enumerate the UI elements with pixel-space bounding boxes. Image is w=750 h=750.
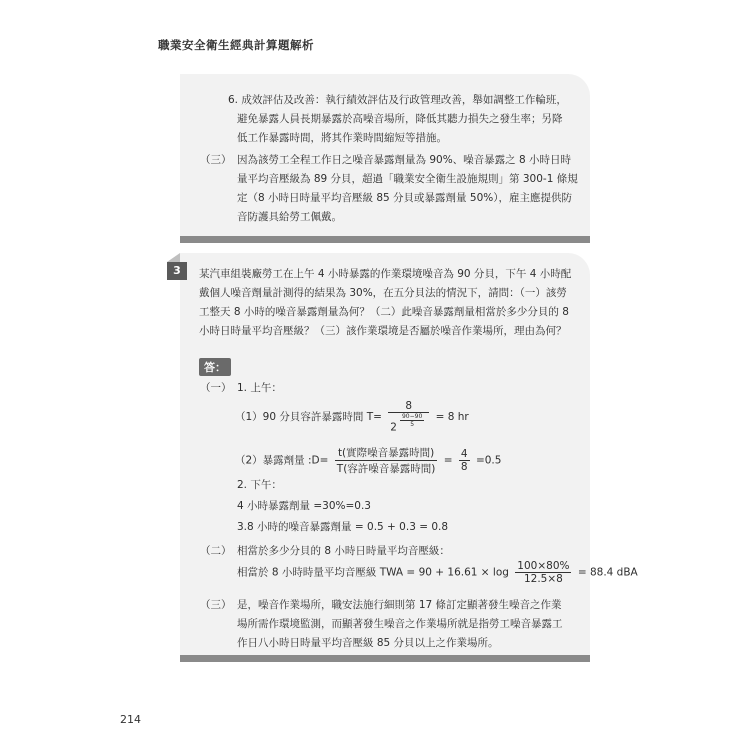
- twa-fraction: [515, 560, 571, 585]
- eq2-equals: =: [443, 454, 453, 467]
- total-dose: 3.8 小時的噪音暴露劑量 = 0.5 + 0.3 = 0.8: [237, 521, 449, 533]
- section1-part3-line-2: 量平均音壓級為 89 分貝，超過「職業安全衛生設施規則」第 300-1 條規: [237, 173, 578, 185]
- panel-bottom-bar: [180, 236, 590, 243]
- twa-result: = 88.4 dBA: [577, 566, 638, 579]
- eq1-prefix: （1）90 分貝容許暴露時間 T=: [235, 410, 382, 423]
- section1-part3-line-1: 因為該勞工全程工作日之噪音暴露劑量為 90%、噪音暴露之 8 小時日時: [237, 154, 572, 166]
- part1-label: （一）: [200, 382, 232, 394]
- answer-label: 答：: [199, 358, 231, 376]
- eq1-base: 2: [390, 421, 397, 434]
- eq2-prefix: （2）暴露劑量 :D=: [235, 454, 329, 467]
- eq2-result: =0.5: [475, 454, 502, 467]
- eq2-numerator: t(實際噪音暴露時間): [335, 445, 438, 461]
- page-number: 214: [120, 713, 141, 726]
- answer-part3-line-2: 場所需作環境監測，而顯著發生噪音之作業場所就是指勞工噪音暴露工: [237, 618, 563, 630]
- answer-part3-line-3: 作日八小時日時量平均音壓級 85 分貝以上之作業場所。: [237, 637, 499, 649]
- eq1-fraction: [388, 400, 429, 434]
- eq2-value-den: 8: [460, 461, 468, 473]
- eq1-exponent: [400, 413, 424, 428]
- part2-label: （二）: [200, 545, 232, 557]
- eq2-value-num: 4: [460, 448, 468, 460]
- afternoon-label: 2. 下午：: [237, 479, 282, 491]
- twa-prefix: 相當於 8 小時時量平均音壓級 TWA = 90 + 16.61 × log: [237, 566, 509, 579]
- item6-line-1: 6. 成效評估及改善：執行績效評估及行政管理改善，舉如調整工作輪班，: [228, 94, 567, 106]
- part3-label: （三）: [200, 599, 232, 611]
- equation-allowable-time: [235, 400, 469, 434]
- eq2-denominator: T(容許噪音暴露時間): [336, 463, 436, 475]
- eq2-value-fraction: [459, 448, 470, 473]
- eq1-exp-den: 5: [410, 421, 415, 428]
- twa-denominator: 12.5×8: [523, 573, 563, 585]
- part3-label: （三）: [200, 154, 232, 166]
- item6-line-2: 避免暴露人員長期暴露於高噪音場所，降低其聽力損失之發生率；另降: [237, 113, 563, 125]
- item6-line-3: 低工作暴露時間，將其作業時間縮短等措施。: [237, 132, 447, 144]
- twa-numerator: 100×80%: [517, 560, 570, 572]
- question-line-1: 某汽車組裝廠勞工在上午 4 小時暴露的作業環境噪音為 90 分貝，下午 4 小時配: [199, 268, 572, 280]
- morning-label: 1. 上午：: [237, 382, 282, 394]
- question-line-4: 小時日時量平均音壓級？（三）該作業環境是否屬於噪音作業場所，理由為何？: [199, 325, 567, 337]
- part2-text: 相當於多少分貝的 8 小時日時量平均音壓級：: [237, 545, 450, 557]
- tab-notch: [167, 253, 180, 262]
- equation-twa: [237, 560, 638, 585]
- question-line-2: 戴個人噪音劑量計測得的結果為 30%，在五分貝法的情況下，請問：（一）該勞: [199, 287, 567, 299]
- running-header: 職業安全衛生經典計算題解析: [158, 38, 314, 52]
- question-line-3: 工整天 8 小時的噪音暴露劑量為何？（二）此噪音暴露劑量相當於多少分貝的 8: [199, 306, 569, 318]
- question-number-badge: 3: [167, 262, 187, 280]
- section1-part3-line-4: 音防護具給勞工佩戴。: [237, 211, 342, 223]
- eq1-result: = 8 hr: [435, 410, 469, 423]
- eq1-exp-num: 90−90: [401, 413, 423, 420]
- afternoon-dose: 4 小時暴露劑量 =30%=0.3: [237, 500, 371, 512]
- section1-part3-line-3: 定（8 小時日時量平均音壓級 85 分貝或暴露劑量 50%），雇主應提供防: [237, 192, 572, 204]
- eq1-denominator: [388, 413, 429, 434]
- equation-dose: [235, 445, 501, 476]
- answer-part3-line-1: 是，噪音作業場所，職安法施行細則第 17 條訂定顯著發生噪音之作業: [237, 599, 562, 611]
- eq1-numerator: 8: [388, 400, 429, 413]
- panel-bottom-bar: [180, 655, 590, 662]
- eq2-fraction: [335, 445, 438, 476]
